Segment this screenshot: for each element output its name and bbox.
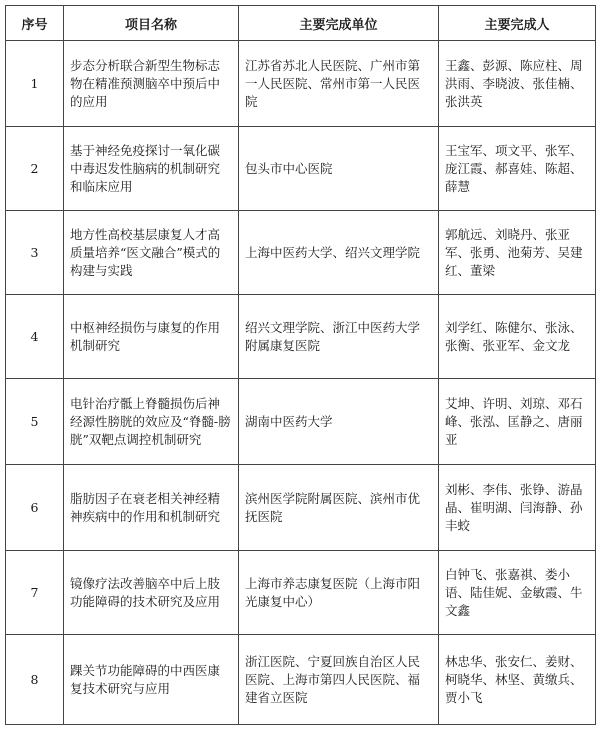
header-no: 序号 — [6, 6, 64, 41]
completion-units: 浙江医院、宁夏回族自治区人民医院、上海市第四人民医院、福建省立医院 — [239, 635, 439, 725]
row-number: 7 — [6, 551, 64, 635]
table-row — [6, 379, 596, 465]
table-row — [6, 127, 596, 211]
completion-units: 包头市中心医院 — [239, 127, 439, 211]
row-number: 3 — [6, 211, 64, 295]
table-row — [6, 465, 596, 551]
completion-people: 刘学红、陈健尔、张泳、张衡、张亚军、金文龙 — [439, 295, 596, 379]
project-name: 中枢神经损伤与康复的作用机制研究 — [64, 295, 239, 379]
table-row — [6, 635, 596, 725]
project-name: 步态分析联合新型生物标志物在精准预测脑卒中预后中的应用 — [64, 41, 239, 127]
award-table — [5, 5, 596, 725]
completion-units: 上海市养志康复医院（上海市阳光康复中心） — [239, 551, 439, 635]
row-number: 5 — [6, 379, 64, 465]
completion-people: 白钟飞、张嘉祺、娄小语、陆佳妮、金敏霞、牛文鑫 — [439, 551, 596, 635]
row-number: 4 — [6, 295, 64, 379]
row-number: 1 — [6, 41, 64, 127]
project-name: 脂肪因子在衰老相关神经精神疾病中的作用和机制研究 — [64, 465, 239, 551]
table-row — [6, 41, 596, 127]
header-project: 项目名称 — [64, 6, 239, 41]
project-name: 电针治疗骶上脊髓损伤后神经源性膀胱的效应及“脊髓-膀胱”双靶点调控机制研究 — [64, 379, 239, 465]
completion-people: 刘彬、李伟、张铮、游晶晶、崔明湖、闫海静、孙丰蛟 — [439, 465, 596, 551]
row-number: 8 — [6, 635, 64, 725]
project-name: 地方性高校基层康复人才高质量培养“医文融合”模式的构建与实践 — [64, 211, 239, 295]
project-name: 踝关节功能障碍的中西医康复技术研究与应用 — [64, 635, 239, 725]
row-number: 6 — [6, 465, 64, 551]
completion-people: 郭航远、刘晓丹、张亚军、张勇、池菊芳、吴建红、董梁 — [439, 211, 596, 295]
header-units: 主要完成单位 — [239, 6, 439, 41]
completion-people: 艾坤、许明、刘琼、邓石峰、张泓、匡静之、唐丽亚 — [439, 379, 596, 465]
completion-units: 湖南中医药大学 — [239, 379, 439, 465]
completion-units: 江苏省苏北人民医院、广州市第一人民医院、常州市第一人民医院 — [239, 41, 439, 127]
row-number: 2 — [6, 127, 64, 211]
table-row — [6, 295, 596, 379]
completion-units: 绍兴文理学院、浙江中医药大学附属康复医院 — [239, 295, 439, 379]
header-row — [6, 6, 596, 41]
completion-people: 王鑫、彭源、陈应柱、周洪雨、李晓波、张佳楠、张洪英 — [439, 41, 596, 127]
completion-people: 王宝军、项文平、张军、庞江霞、郝喜娃、陈超、薛慧 — [439, 127, 596, 211]
project-name: 镜像疗法改善脑卒中后上肢功能障碍的技术研究及应用 — [64, 551, 239, 635]
table-row — [6, 211, 596, 295]
completion-people: 林忠华、张安仁、姜财、柯晓华、林坚、黄缴兵、贾小飞 — [439, 635, 596, 725]
project-name: 基于神经免疫探讨一氧化碳中毒迟发性脑病的机制研究和临床应用 — [64, 127, 239, 211]
table-row — [6, 551, 596, 635]
header-people: 主要完成人 — [439, 6, 596, 41]
completion-units: 滨州医学院附属医院、滨州市优抚医院 — [239, 465, 439, 551]
completion-units: 上海中医药大学、绍兴文理学院 — [239, 211, 439, 295]
